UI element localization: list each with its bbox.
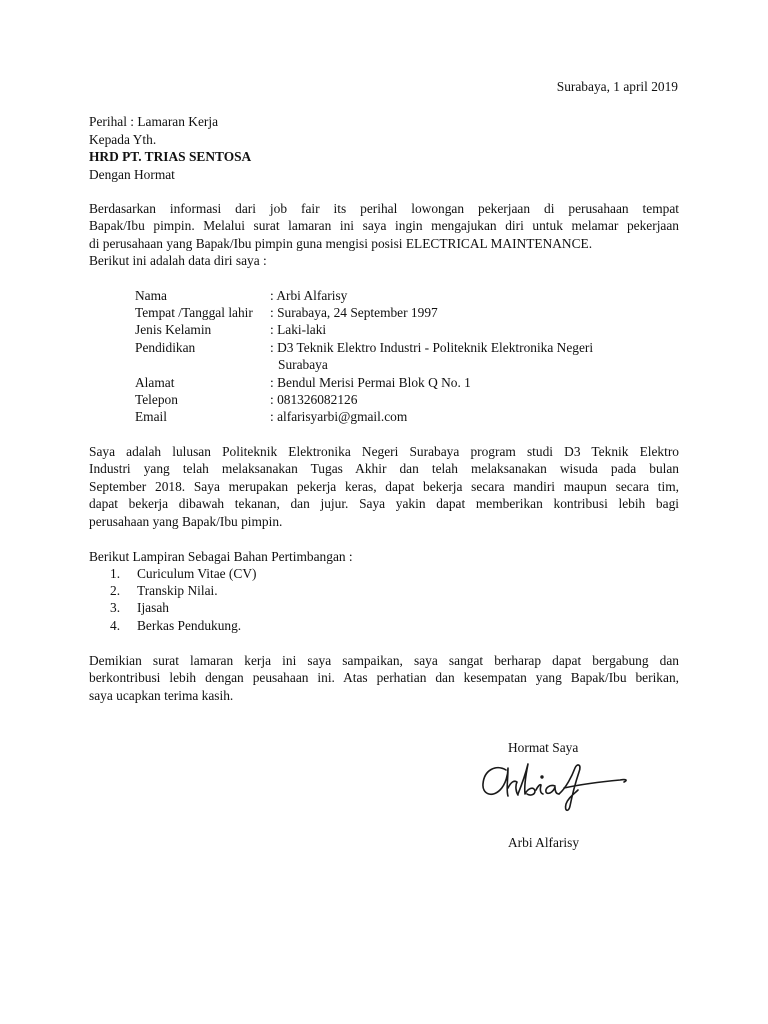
data-row-ttl [135,304,675,321]
list-item [110,617,510,634]
subject-line: Perihal : Lamaran Kerja [89,114,219,129]
intro-line-2: Bapak/Ibu pimpin. Melalui surat lamaran ini saya ingin mengajukan diri untuk melamar pekerjaan [89,218,679,233]
data-label: Nama [135,288,167,303]
data-value: : 081326082126 [270,392,358,407]
list-number: 3. [110,600,121,615]
data-row-pendidikan [135,339,675,373]
list-text: Berkas Pendukung. [137,618,242,633]
data-value: : Bendul Merisi Permai Blok Q No. 1 [270,375,471,390]
list-number: 2. [110,583,121,598]
list-text: Ijasah [137,600,169,615]
data-row-email [135,408,675,425]
list-item [110,565,510,582]
body-line-4: dapat bekerja dibawah tekanan, dan jujur. Saya yakin dapat memberikan kontribusi lebih bagi [89,496,679,511]
body-line-2: Industri yang telah melaksanakan Tugas Akhir dan telah melaksanakan wisuda pada bulan [89,461,679,476]
greeting: Dengan Hormat [89,167,175,182]
intro-line-4: Berikut ini adalah data diri saya : [89,253,267,268]
data-value: : Laki-laki [270,322,327,337]
data-row-telepon [135,391,675,408]
data-label: Jenis Kelamin [135,322,212,337]
data-label: Pendidikan [135,340,196,355]
body-line-3: September 2018. Saya merupakan pekerja keras, dapat bekerja secara mandiri maupun secara tim, [89,479,679,494]
list-item [110,582,510,599]
data-value: : D3 Teknik Elektro Industri - Politeknik Elektronika Negeri [270,340,594,355]
data-row-nama [135,287,675,304]
list-text: Curiculum Vitae (CV) [137,566,257,581]
list-text: Transkip Nilai. [137,583,218,598]
list-item [110,599,510,616]
signer-name: Arbi Alfarisy [508,835,580,850]
list-number: 4. [110,618,121,633]
data-row-alamat [135,374,675,391]
regards: Hormat Saya [508,740,579,755]
place-date: Surabaya, 1 april 2019 [556,79,678,94]
list-number: 1. [110,566,121,581]
data-value: : alfarisyarbi@gmail.com [270,409,408,424]
attachments-intro: Berikut Lampiran Sebagai Bahan Pertimbangan : [89,549,353,564]
closing-line-2: berkontribusi lebih dengan peusahaan ini. Atas perhatian dan kesempatan yang Bapak/Ibu berikan, [89,670,679,685]
data-label: Email [135,409,167,424]
data-label: Alamat [135,375,175,390]
intro-line-1: Berdasarkan informasi dari job fair its perihal lowongan pekerjaan di perusahaan tempat [89,201,679,216]
addressee-prefix: Kepada Yth. [89,132,157,147]
data-label: Tempat /Tanggal lahir [135,305,253,320]
handwritten-signature [478,758,638,816]
data-value: : Arbi Alfarisy [270,288,348,303]
intro-line-3: di perusahaan yang Bapak/Ibu pimpin guna mengisi posisi ELECTRICAL MAINTENANCE. [89,236,593,251]
data-value-continued: Surabaya [278,357,328,373]
data-label: Telepon [135,392,178,407]
closing-line-3: saya ucapkan terima kasih. [89,688,234,703]
data-value: : Surabaya, 24 September 1997 [270,305,438,320]
closing-line-1: Demikian surat lamaran kerja ini saya sampaikan, saya sangat berharap dapat bergabung dan [89,653,679,668]
body-line-1: Saya adalah lulusan Politeknik Elektronika Negeri Surabaya program studi D3 Teknik Elektro [89,444,679,459]
recipient: HRD PT. TRIAS SENTOSA [89,149,252,164]
data-row-jenis-kelamin [135,321,675,338]
body-line-5: perusahaan yang Bapak/Ibu pimpin. [89,514,283,529]
